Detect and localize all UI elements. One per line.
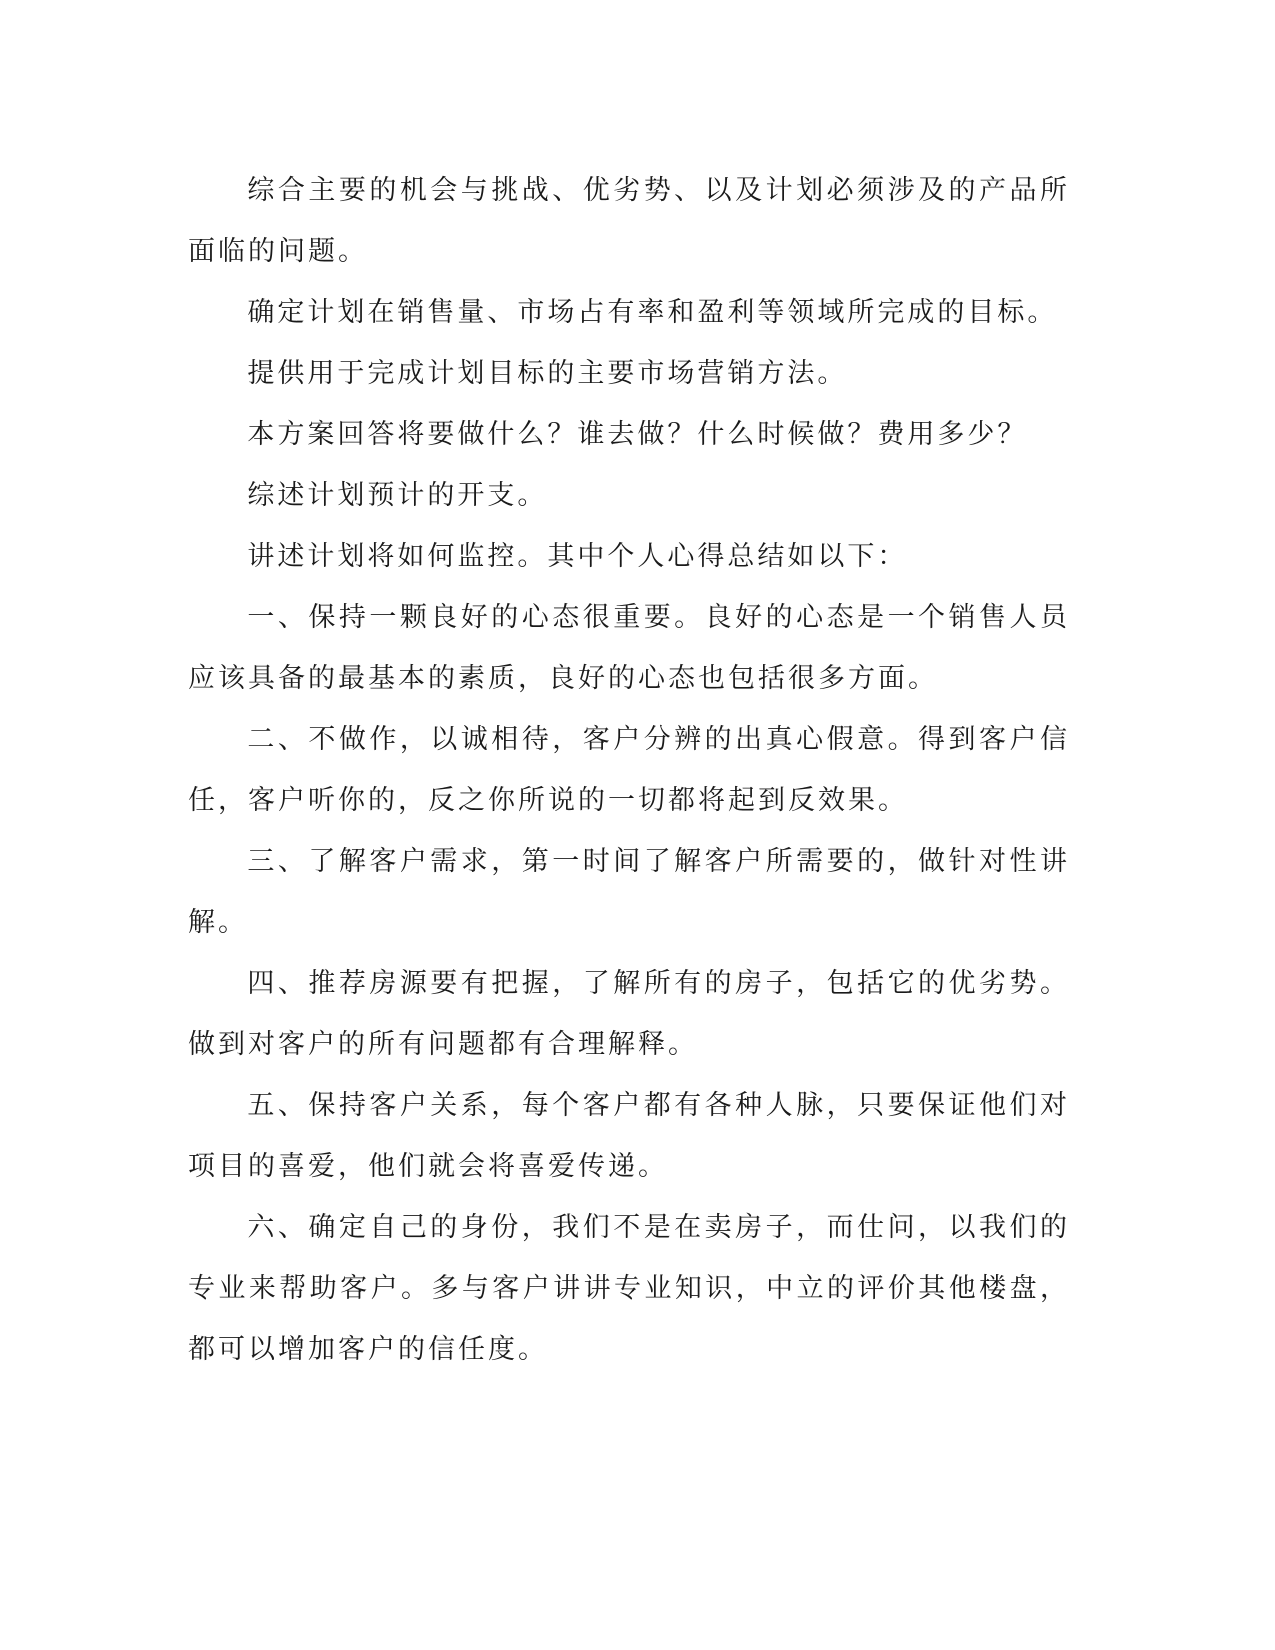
paragraph-summary-challenges: 综合主要的机会与挑战、优劣势、以及计划必须涉及的产品所面临的问题。	[188, 175, 1070, 267]
paragraph-monitoring: 讲述计划将如何监控。其中个人心得总结如以下：	[247, 541, 908, 572]
paragraph-goals: 确定计划在销售量、市场占有率和盈利等领域所完成的目标。	[247, 297, 1058, 328]
paragraph-point-1: 一、保持一颗良好的心态很重要。良好的心态是一个销售人员应该具备的最基本的素质，良好的心态也包括很多方面。	[188, 602, 1070, 694]
paragraph-point-2: 二、不做作，以诚相待，客户分辨的出真心假意。得到客户信任，客户听你的，反之你所说的一切都将起到反效果。	[188, 724, 1070, 816]
paragraph-point-3: 三、了解客户需求，第一时间了解客户所需要的，做针对性讲解。	[188, 846, 1070, 938]
document-body	[188, 160, 1070, 1380]
paragraph-point-4: 四、推荐房源要有把握，了解所有的房子，包括它的优劣势。做到对客户的所有问题都有合理解释。	[188, 968, 1070, 1060]
paragraph-questions: 本方案回答将要做什么？谁去做？什么时候做？费用多少？	[247, 419, 1028, 450]
paragraph-point-6: 六、确定自己的身份，我们不是在卖房子，而仕问，以我们的专业来帮助客户。多与客户讲讲专业知识，中立的评价其他楼盘，都可以增加客户的信任度。	[188, 1212, 1070, 1365]
paragraph-expenses: 综述计划预计的开支。	[247, 480, 548, 511]
paragraph-methods: 提供用于完成计划目标的主要市场营销方法。	[247, 358, 848, 389]
paragraph-point-5: 五、保持客户关系，每个客户都有各种人脉，只要保证他们对项目的喜爱，他们就会将喜爱传递。	[188, 1090, 1070, 1182]
